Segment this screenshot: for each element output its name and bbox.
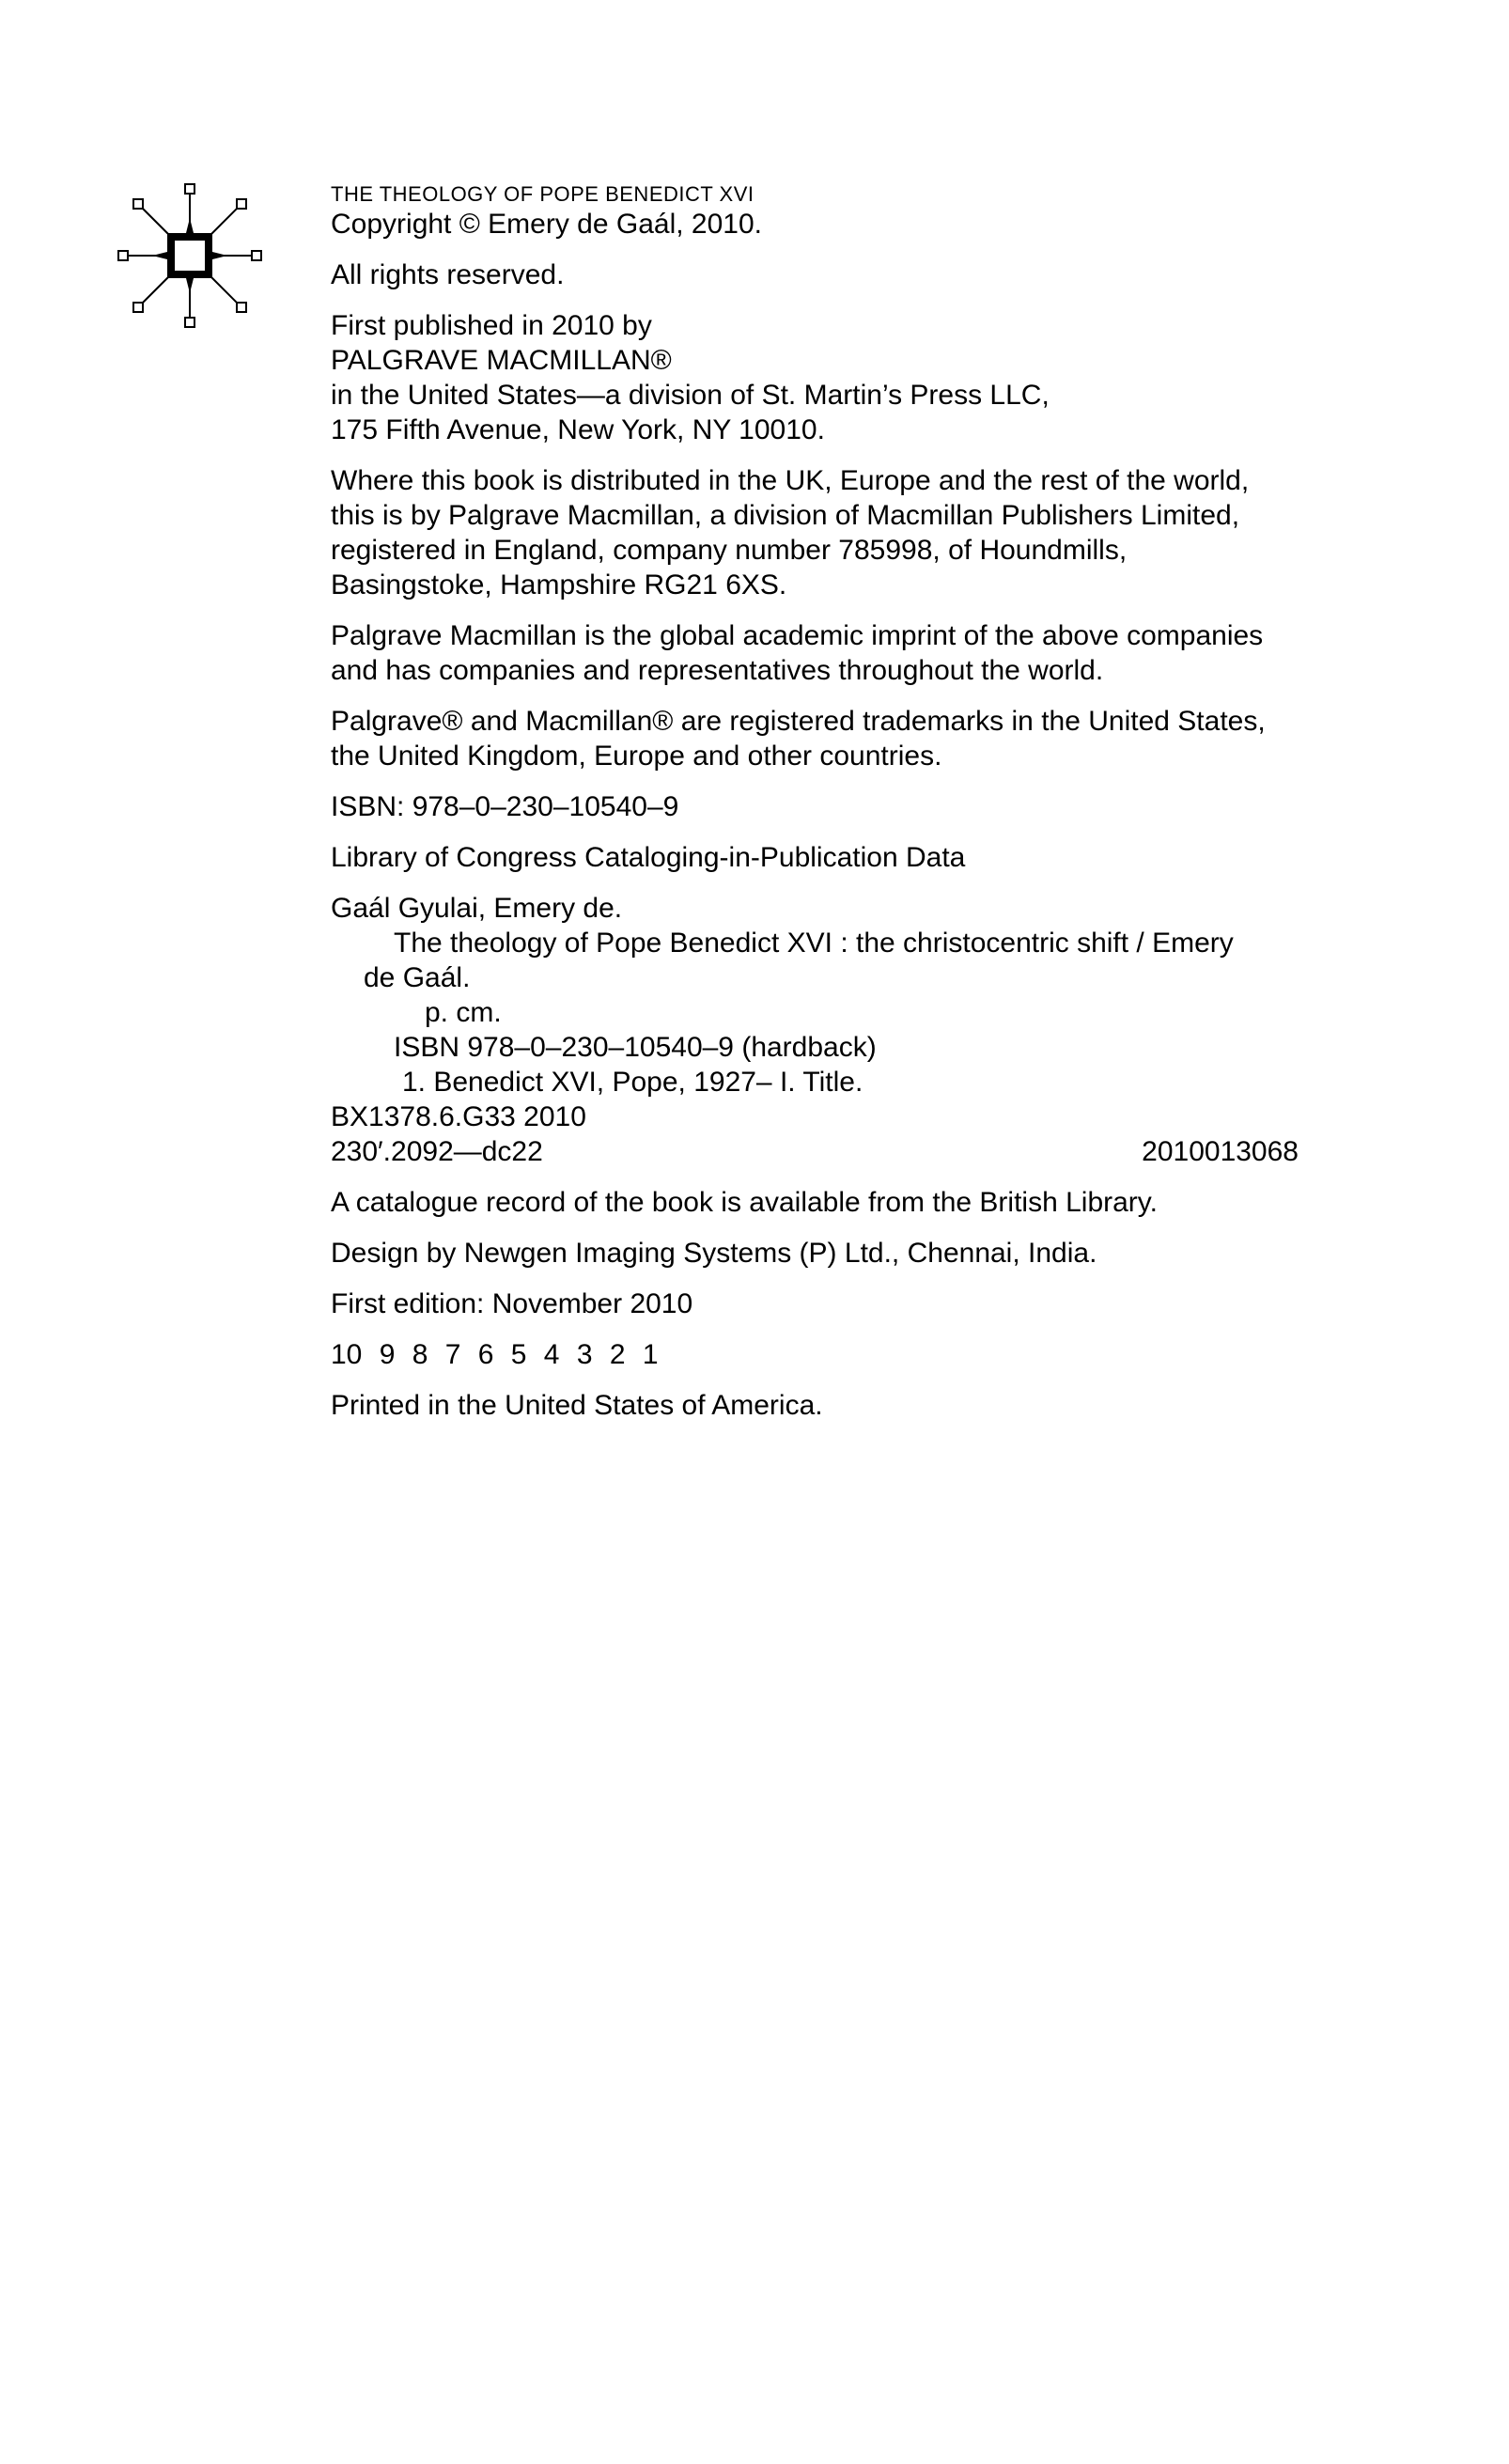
printing-line: 10 9 8 7 6 5 4 3 2 1 bbox=[331, 1339, 659, 1370]
cip-subjects: 1. Benedict XVI, Pope, 1927– I. Title. bbox=[402, 1067, 863, 1098]
cip-dewey-row bbox=[331, 1134, 1299, 1169]
rights-notice: All rights reserved. bbox=[331, 259, 565, 290]
cip-title: The theology of Pope Benedict XVI : the christocentric shift / Emery bbox=[394, 928, 1234, 959]
cip-lc-class: BX1378.6.G33 2010 bbox=[331, 1101, 586, 1132]
publication-line: in the United States—a division of St. Martin’s Press LLC, bbox=[331, 380, 1050, 411]
publication-line: 175 Fifth Avenue, New York, NY 10010. bbox=[331, 414, 825, 445]
trademark-info bbox=[331, 704, 1299, 773]
trademark-line: Palgrave® and Macmillan® are registered trademarks in the United States, bbox=[331, 706, 1266, 737]
cip-title-continued: de Gaál. bbox=[364, 962, 471, 993]
imprint-info bbox=[331, 618, 1299, 688]
book-title: THE THEOLOGY OF POPE BENEDICT XVI bbox=[331, 182, 754, 206]
distribution-line: Basingstoke, Hampshire RG21 6XS. bbox=[331, 569, 787, 600]
publication-line: PALGRAVE MACMILLAN® bbox=[331, 345, 672, 376]
distribution-info bbox=[331, 463, 1299, 602]
cip-dewey: 230′.2092—dc22 bbox=[331, 1136, 543, 1167]
edition-info: First edition: November 2010 bbox=[331, 1288, 693, 1319]
publication-line: First published in 2010 by bbox=[331, 310, 652, 341]
cip-author: Gaál Gyulai, Emery de. bbox=[331, 893, 623, 924]
cip-lccn: 2010013068 bbox=[1142, 1136, 1299, 1167]
cip-record bbox=[331, 891, 1299, 1169]
copyright-page bbox=[331, 182, 1299, 1423]
distribution-line: this is by Palgrave Macmillan, a division of Macmillan Publishers Limited, bbox=[331, 500, 1240, 531]
cip-heading: Library of Congress Cataloging-in-Publication Data bbox=[331, 842, 966, 873]
cip-isbn: ISBN 978–0–230–10540–9 (hardback) bbox=[394, 1032, 877, 1063]
publication-info bbox=[331, 308, 1299, 447]
printed-in: Printed in the United States of America. bbox=[331, 1390, 823, 1421]
trademark-line: the United Kingdom, Europe and other countries. bbox=[331, 741, 942, 772]
compass-star-ornament-icon bbox=[111, 177, 269, 335]
design-credit: Design by Newgen Imaging Systems (P) Ltd., Chennai, India. bbox=[331, 1238, 1097, 1269]
distribution-line: registered in England, company number 785998, of Houndmills, bbox=[331, 535, 1128, 566]
british-library-notice: A catalogue record of the book is available from the British Library. bbox=[331, 1187, 1158, 1218]
copyright-notice: Copyright © Emery de Gaál, 2010. bbox=[331, 209, 762, 240]
cip-pagination: p. cm. bbox=[425, 997, 502, 1028]
distribution-line: Where this book is distributed in the UK, Europe and the rest of the world, bbox=[331, 465, 1250, 496]
isbn: ISBN: 978–0–230–10540–9 bbox=[331, 791, 679, 822]
imprint-line: Palgrave Macmillan is the global academic imprint of the above companies bbox=[331, 620, 1264, 651]
imprint-line: and has companies and representatives throughout the world. bbox=[331, 655, 1104, 686]
